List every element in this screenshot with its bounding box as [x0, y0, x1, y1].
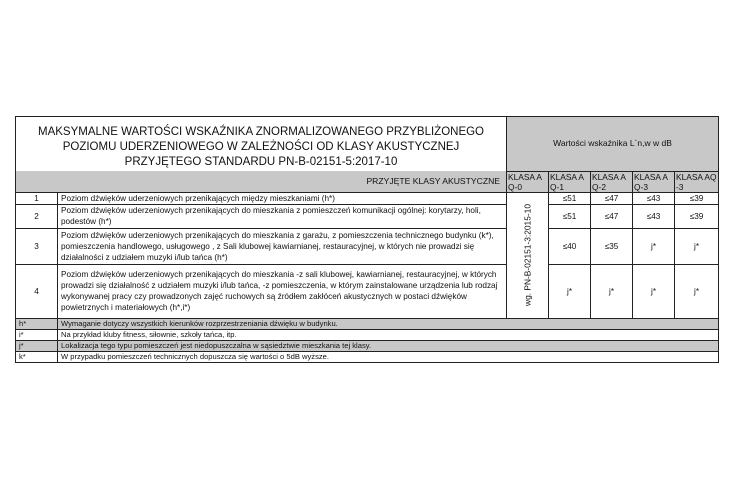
- footnote-row: [16, 329, 719, 340]
- row-description: Poziom dźwięków uderzeniowych przenikających do mieszkania -z sali klubowej, kawiarnianej, restauracyjnej, w których prowadzi się działalność z udziałem muzyki i/lub tańca, -z pomieszczenia, w którym zainstalowane urządzenia lub rodzaj wykonywanej pracy czy prowadzonych zajęć ruchowych są źródłem zakłóceń akustycznych w postaci dźwięków powietrznych i materiałowych (h*,i*): [58, 264, 507, 318]
- value-cell: j*: [633, 264, 675, 318]
- class-header-aq0: KLASA AQ-0: [507, 171, 549, 192]
- value-cell: j*: [675, 264, 719, 318]
- value-cell: ≤39: [675, 204, 719, 228]
- footnote-row: [16, 340, 719, 351]
- value-header: Wartości wskaźnika L`n,w w dB: [507, 117, 719, 172]
- class-header-aq3: KLASA AQ-3: [633, 171, 675, 192]
- table-row: [16, 192, 719, 204]
- standard-vertical-text: wg. PN-B-02151-3:2015-10: [522, 204, 533, 306]
- class-header-aq3-second: KLASA AQ-3: [676, 171, 717, 192]
- row-number: 1: [16, 192, 58, 204]
- footnote-row: [16, 318, 719, 329]
- value-cell: j*: [549, 264, 591, 318]
- value-cell: j*: [675, 228, 719, 264]
- table-row: [16, 264, 719, 318]
- footnote-row: [16, 351, 719, 362]
- value-cell: ≤47: [591, 204, 633, 228]
- value-cell: ≤51: [549, 204, 591, 228]
- table-title: MAKSYMALNE WARTOŚCI WSKAŹNIKA ZNORMALIZOWANEGO PRZYBLIŻONEGO POZIOMU UDERZENIOWEGO W ZALEŻNOŚCI OD KLASY AKUSTYCZNEJ PRZYJĘTEGO STANDARDU PN-B-02151-5:2017-10: [16, 117, 507, 172]
- footnote-text: Wymaganie dotyczy wszystkich kierunków rozprzestrzeniania dźwięku w budynku.: [58, 318, 719, 329]
- footnote-key: i*: [16, 329, 58, 340]
- value-cell: ≤47: [591, 192, 633, 204]
- value-cell: ≤40: [549, 228, 591, 264]
- row-description: Poziom dźwięków uderzeniowych przenikających do mieszkania z pomieszczeń komunikacji ogólnej: korytarzy, holi, podestów (h*): [58, 204, 507, 228]
- footnote-key: j*: [16, 340, 58, 351]
- row-number: 2: [16, 204, 58, 228]
- footnote-text: W przypadku pomieszczeń technicznych dopuszcza się wartości o 5dB wyższe.: [58, 351, 719, 362]
- acoustic-class-table: [15, 116, 719, 363]
- footnote-text: Na przykład kluby fitness, siłownie, szkoły tańca, itp.: [58, 329, 719, 340]
- table-row: [16, 204, 719, 228]
- value-cell: ≤39: [675, 192, 719, 204]
- footnote-key: k*: [16, 351, 58, 362]
- value-cell: j*: [633, 228, 675, 264]
- row-description: Poziom dźwięków uderzeniowych przenikających między mieszkaniami (h*): [58, 192, 507, 204]
- accepted-class-label: PRZYJĘTE KLASY AKUSTYCZNE: [16, 171, 507, 192]
- value-cell: j*: [591, 264, 633, 318]
- value-cell: ≤35: [591, 228, 633, 264]
- row-number: 3: [16, 228, 58, 264]
- footnote-key: h*: [16, 318, 58, 329]
- class-header-aq1: KLASA AQ-1: [549, 171, 591, 192]
- row-number: 4: [16, 264, 58, 318]
- value-cell: ≤43: [633, 192, 675, 204]
- standard-vertical-label: [507, 192, 549, 318]
- value-cell: ≤43: [633, 204, 675, 228]
- value-cell: ≤51: [549, 192, 591, 204]
- row-description: Poziom dźwięków uderzeniowych przenikających do mieszkania z garażu, z pomieszczenia technicznego budynku (k*), pomieszczenia handlowego, usługowego , z Sali klubowej kawiarnianej, restauracyjnej, w których nie prowadzi się działalności z udziałem muzyki i/lub tańca (h*): [58, 228, 507, 264]
- class-header-aq2: KLASA AQ-2: [591, 171, 633, 192]
- footnote-text: Lokalizacja tego typu pomieszczeń jest niedopuszczalna w sąsiedztwie mieszkania tej klasy.: [58, 340, 719, 351]
- table-row: [16, 228, 719, 264]
